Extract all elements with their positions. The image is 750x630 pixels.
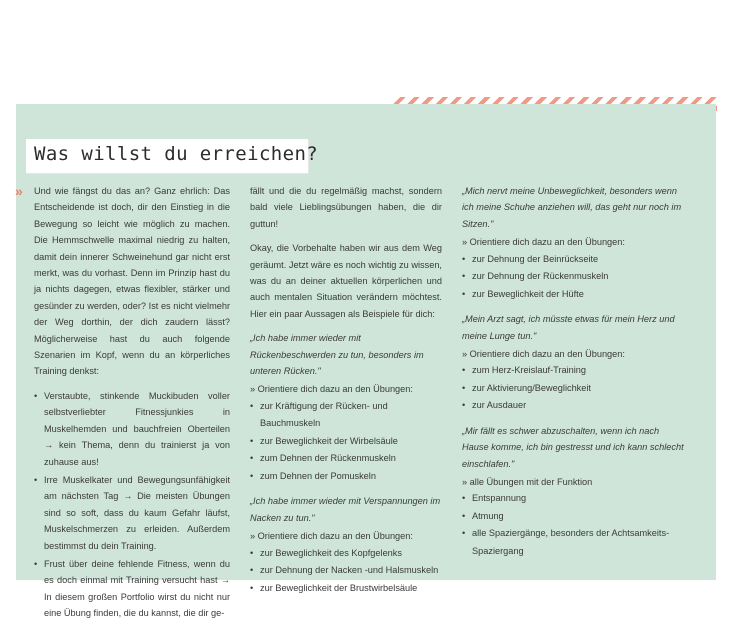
quote-back: „Ich habe immer wieder mit Rückenbeschwerden zu tun, besonders im unteren Rücken." (250, 333, 424, 377)
orientation-note: » alle Übungen mit der Funktion (462, 477, 593, 488)
list-item: • zur Kräftigung der Rücken- und Bauchmuskeln (250, 398, 442, 433)
list-item: • zur Dehnung der Beinrückseite (462, 251, 688, 269)
column-2 (250, 183, 442, 605)
quote-stress: „Mir fällt es schwer abzuschalten, wenn ich nach Hause komme, ich bin gestresst und ich kann schlecht einschlafen." (462, 425, 684, 469)
list-item: • Frust über deine fehlende Fitness, wenn du es doch einmal mit Training versucht hast → In diesem großen Portfolio wirst du nicht nur eine Übung finden, die du kannst, die dir ge- (34, 556, 230, 622)
column-3 (462, 183, 688, 568)
orientation-note: » Orientiere dich dazu an den Übungen: (250, 531, 413, 542)
list-item: • zur Dehnung der Rückenmuskeln (462, 268, 688, 286)
exercise-list-mobility (462, 251, 688, 304)
list-item: • zum Herz-Kreislauf-Training (462, 362, 688, 380)
list-item: • Entspannung (462, 490, 688, 508)
list-item: • Atmung (462, 508, 688, 526)
list-item: • Irre Muskelkater und Bewegungsunfähigkeit am nächsten Tag → Die meisten Übungen sind so soft, dass du kaum Gefahr läufst, Muskelschmerzen zu erleiden. Außerdem bestimmst du dein Training. (34, 472, 230, 554)
list-item: • zur Beweglichkeit der Wirbelsäule (250, 433, 442, 451)
exercise-list-heart (462, 362, 688, 415)
column-1 (34, 183, 230, 630)
list-item: • zur Ausdauer (462, 397, 688, 415)
exercise-list-neck (250, 545, 442, 598)
intro-paragraph: Und wie fängst du das an? Ganz ehrlich: Das Entscheidende ist doch, dir den Einstieg in die Bewegung so leicht wie möglich zu machen. Die Hemmschwelle maximal niedrig zu halten, damit dein innerer Schweinehund gar nicht erst merkt, was du vorhast. Denn im Prinzip hast du ja nichts dagegen, etwas flexibler, stärker und gesünder zu werden, oder? Ist es nicht vielmehr der Weg dorthin, der dich zaudern lässt? Möglicherweise hast du auch folgende Szenarien im Kopf, wenn du an körperliches Training denkst: (34, 186, 230, 377)
chevron-icon: » (15, 183, 20, 199)
examples-paragraph: Okay, die Vorbehalte haben wir aus dem Weg geräumt. Jetzt wäre es noch wichtig zu wissen, was du an deiner aktuellen körperlichen und auch mentalen Situation verändern möchtest. Hier ein paar Aussagen als Beispiele für dich: (250, 243, 442, 319)
orientation-note: » Orientiere dich dazu an den Übungen: (250, 384, 413, 395)
list-item: • zur Beweglichkeit des Kopfgelenks (250, 545, 442, 563)
scenario-list (34, 388, 230, 622)
list-item: • Verstaubte, stinkende Muckibuden voller selbstverliebter Fitnessjunkies in Muskelhemden und bauchfreien Oberteilen → kein Thema, denn du trainierst ja von zuhause aus! (34, 388, 230, 470)
orientation-note: » Orientiere dich dazu an den Übungen: (462, 237, 625, 248)
page-title: Was willst du erreichen? (34, 143, 319, 165)
list-item: • alle Spaziergänge, besonders der Achtsamkeits-Spaziergang (462, 525, 688, 560)
quote-heart: „Mein Arzt sagt, ich müsste etwas für mein Herz und meine Lunge tun." (462, 314, 675, 341)
list-item: • zur Beweglichkeit der Brustwirbelsäule (250, 580, 442, 598)
list-item: • zum Dehnen der Pomuskeln (250, 468, 442, 486)
list-item: • zur Beweglichkeit der Hüfte (462, 286, 688, 304)
list-item: • zur Dehnung der Nacken -und Halsmuskeln (250, 562, 442, 580)
exercise-list-back (250, 398, 442, 486)
orientation-note: » Orientiere dich dazu an den Übungen: (462, 348, 625, 359)
list-item: • zur Aktivierung/Beweglichkeit (462, 380, 688, 398)
list-item: • zum Dehnen der Rückenmuskeln (250, 450, 442, 468)
quote-neck: „Ich habe immer wieder mit Verspannungen im Nacken zu tun." (250, 496, 441, 523)
continued-paragraph: fällt und die du regelmäßig machst, sondern bald viele Lieblingsübungen haben, die dir guttun! (250, 186, 442, 229)
quote-mobility: „Mich nervt meine Unbeweglichkeit, besonders wenn ich meine Schuhe anziehen will, das geht nur noch im Sitzen." (462, 186, 682, 229)
exercise-list-stress (462, 490, 688, 560)
